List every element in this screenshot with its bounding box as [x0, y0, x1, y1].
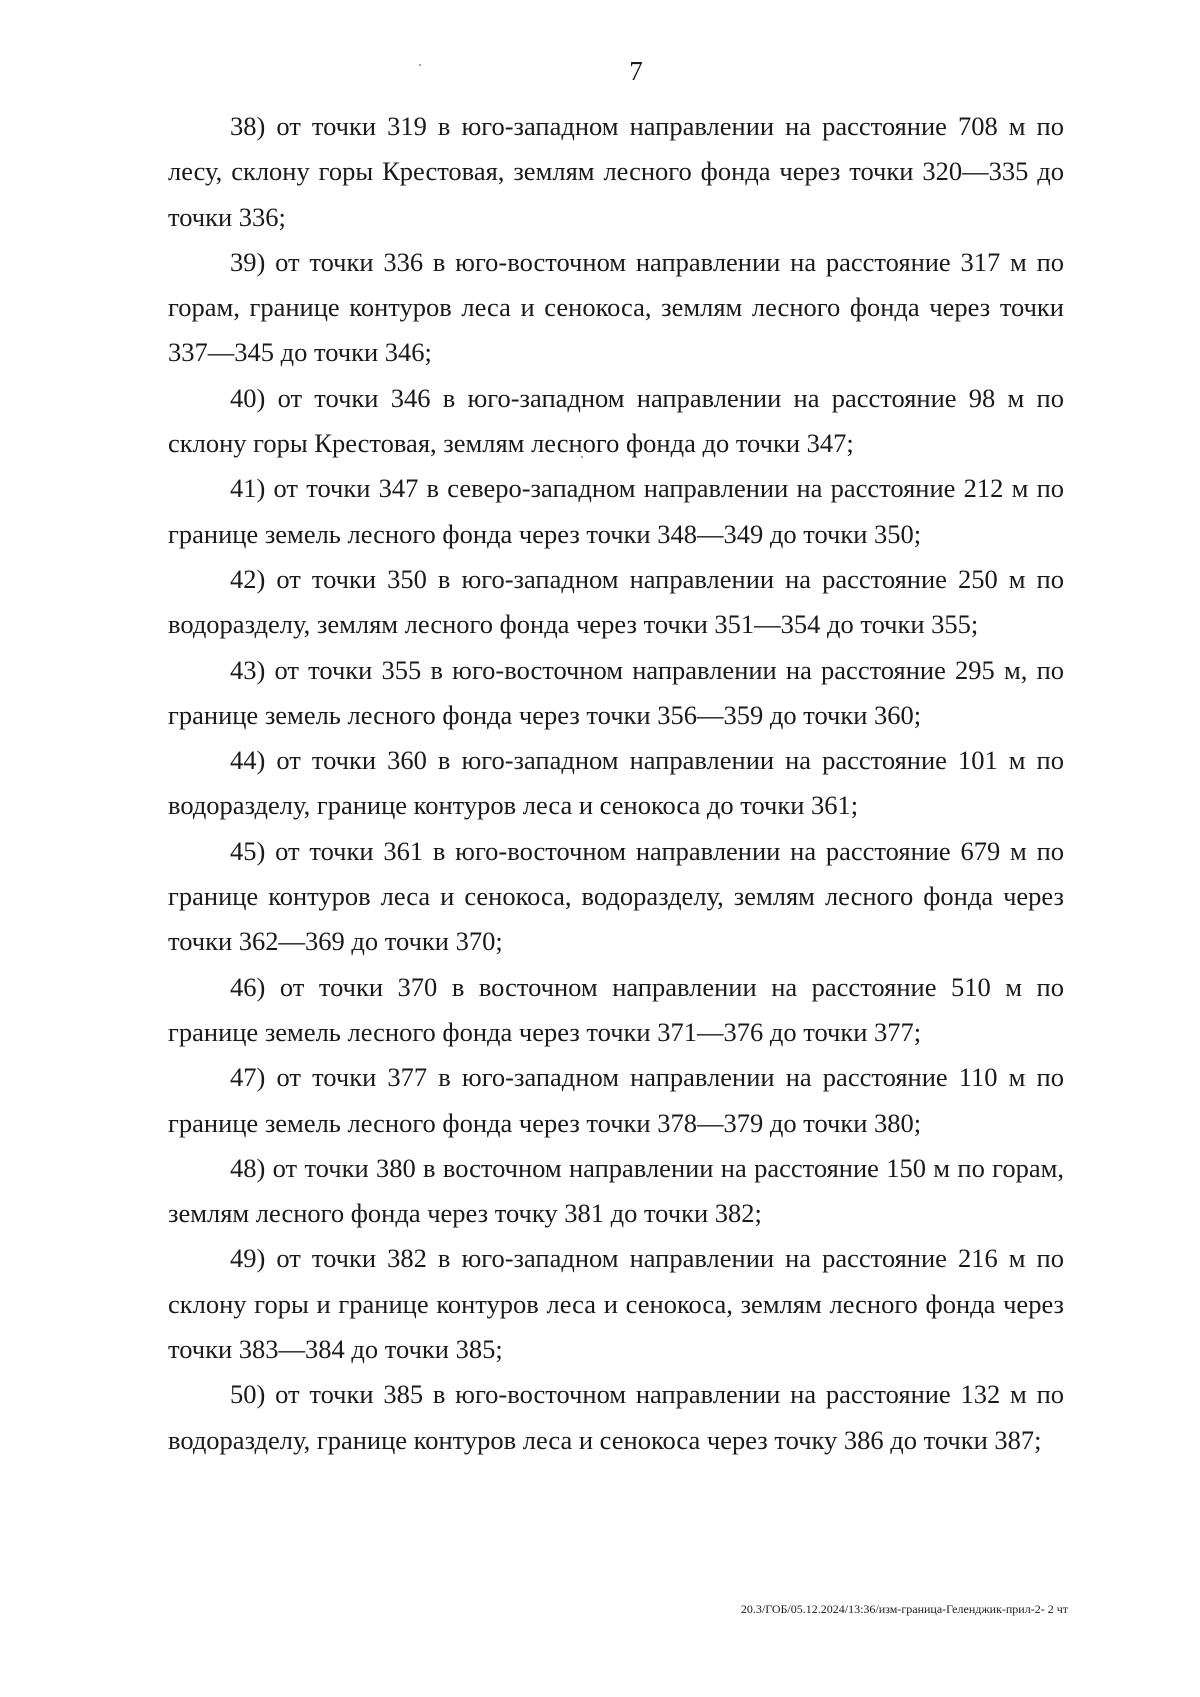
- scan-speck: [419, 64, 421, 66]
- clause-38: 38) от точки 319 в юго-западном направлении на расстояние 708 м по лесу, склону горы Крестовая, землям лесного фонда через точки 320—335 до точки 336;: [168, 111, 1064, 232]
- clause-46: 46) от точки 370 в восточном направлении на расстояние 510 м по границе земель лесного фонда через точки 371—376 до точки 377;: [168, 971, 1064, 1047]
- clause-50: 50) от точки 385 в юго-восточном направлении на расстояние 132 м по водоразделу, границе контуров леса и сенокоса через точку 386 до точки 387;: [168, 1379, 1064, 1455]
- document-footer-code: 20.3/ГОБ/05.12.2024/13:36/изм-граница-Геленджик-прил-2- 2 чт: [740, 1602, 1068, 1616]
- document-body: [168, 104, 1064, 1463]
- clause-43: 43) от точки 355 в юго-восточном направлении на расстояние 295 м, по границе земель лесного фонда через точки 356—359 до точки 360;: [168, 654, 1064, 730]
- page-number: 7: [629, 56, 643, 86]
- clause-42: 42) от точки 350 в юго-западном направлении на расстояние 250 м по водоразделу, землям лесного фонда через точки 351—354 до точки 355;: [168, 563, 1064, 640]
- clause-39: 39) от точки 336 в юго-восточном направлении на расстояние 317 м по горам, границе контуров леса и сенокоса, землям лесного фонда через точки 337—345 до точки 346;: [168, 246, 1064, 368]
- clause-48: 48) от точки 380 в восточном направлении на расстояние 150 м по горам, землям лесного фонда через точку 381 до точки 382;: [168, 1152, 1064, 1229]
- clause-44: 44) от точки 360 в юго-западном направлении на расстояние 101 м по водоразделу, границе контуров леса и сенокоса до точки 361;: [168, 745, 1064, 821]
- clause-49: 49) от точки 382 в юго-западном направлении на расстояние 216 м по склону горы и границе контуров леса и сенокоса, землям лесного фонда через точки 383—384 до точки 385;: [168, 1243, 1064, 1365]
- clause-41: 41) от точки 347 в северо-западном направлении на расстояние 212 м по границе земель лесного фонда через точки 348—349 до точки 350;: [168, 473, 1064, 549]
- clause-40: 40) от точки 346 в юго-западном направлении на расстояние 98 м по склону горы Крестовая, землям лесного фонда до точки 347;: [168, 382, 1064, 459]
- clause-47: 47) от точки 377 в юго-западном направлении на расстояние 110 м по границе земель лесного фонда через точки 378—379 до точки 380;: [168, 1062, 1064, 1138]
- clause-45: 45) от точки 361 в юго-восточном направлении на расстояние 679 м по границе контуров леса и сенокоса, водоразделу, землям лесного фонда через точки 362—369 до точки 370;: [168, 835, 1064, 957]
